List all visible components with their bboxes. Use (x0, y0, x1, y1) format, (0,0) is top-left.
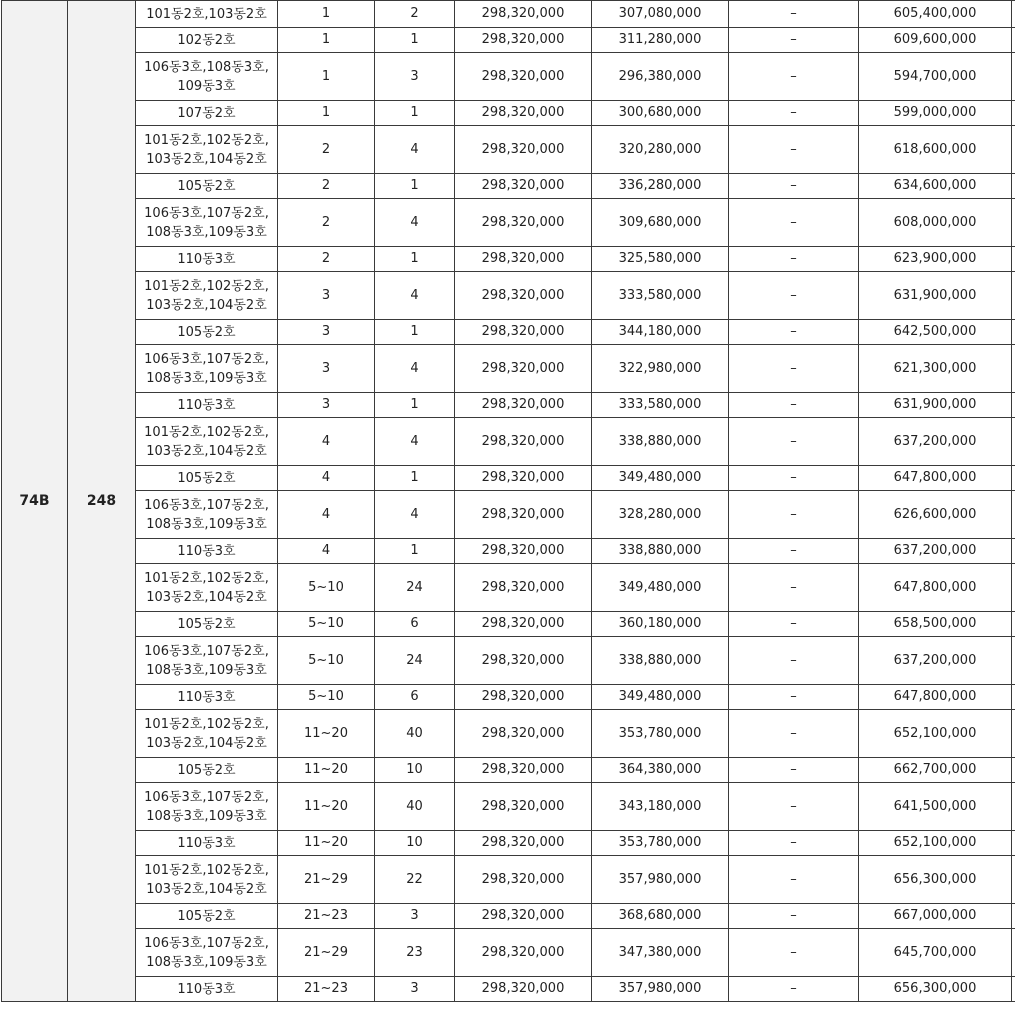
land-price-cell: 298,320,000 (455, 783, 592, 831)
ho-cell: 110동3호 (136, 247, 278, 272)
floor-cell: 1 (278, 28, 375, 53)
ho-cell: 110동3호 (136, 539, 278, 564)
total-price-cell: 647,800,000 (859, 564, 1012, 612)
land-price-cell: 298,320,000 (455, 758, 592, 783)
building-price-cell: 338,880,000 (592, 637, 729, 685)
ho-cell: 105동2호 (136, 320, 278, 345)
vat-cell: – (729, 320, 859, 345)
ho-cell: 110동3호 (136, 831, 278, 856)
table-row (2, 320, 1015, 345)
vat-cell: – (729, 783, 859, 831)
table-row (2, 929, 1015, 977)
ho-cell: 106동3호,107동2호, 108동3호,109동3호 (136, 491, 278, 539)
land-price-cell: 298,320,000 (455, 539, 592, 564)
units-cell: 6 (375, 612, 455, 637)
land-price-cell: 298,320,000 (455, 564, 592, 612)
table-row (2, 539, 1015, 564)
floor-cell: 1 (278, 101, 375, 126)
building-price-cell: 328,280,000 (592, 491, 729, 539)
land-price-cell: 298,320,000 (455, 929, 592, 977)
land-price-cell: 298,320,000 (455, 320, 592, 345)
units-cell: 6 (375, 685, 455, 710)
units-cell: 1 (375, 539, 455, 564)
vat-cell: – (729, 1, 859, 28)
table-row (2, 393, 1015, 418)
vat-cell: – (729, 174, 859, 199)
land-price-cell: 298,320,000 (455, 418, 592, 466)
table-row (2, 53, 1015, 101)
total-price-cell: 647,800,000 (859, 466, 1012, 491)
building-price-cell: 344,180,000 (592, 320, 729, 345)
building-price-cell: 347,380,000 (592, 929, 729, 977)
table-row (2, 174, 1015, 199)
edge-cell (1012, 977, 1015, 1002)
units-cell: 4 (375, 491, 455, 539)
total-price-cell: 631,900,000 (859, 272, 1012, 320)
floor-cell: 4 (278, 539, 375, 564)
ho-cell: 106동3호,108동3호, 109동3호 (136, 53, 278, 101)
floor-cell: 5~10 (278, 564, 375, 612)
building-price-cell: 300,680,000 (592, 101, 729, 126)
edge-cell (1012, 612, 1015, 637)
land-price-cell: 298,320,000 (455, 856, 592, 904)
ho-cell: 105동2호 (136, 758, 278, 783)
table-row (2, 564, 1015, 612)
floor-cell: 21~23 (278, 904, 375, 929)
vat-cell: – (729, 977, 859, 1002)
edge-cell (1012, 345, 1015, 393)
land-price-cell: 298,320,000 (455, 272, 592, 320)
edge-cell (1012, 856, 1015, 904)
edge-cell (1012, 539, 1015, 564)
edge-cell (1012, 904, 1015, 929)
building-price-cell: 368,680,000 (592, 904, 729, 929)
ho-cell: 105동2호 (136, 612, 278, 637)
building-price-cell: 307,080,000 (592, 1, 729, 28)
table-row (2, 831, 1015, 856)
floor-cell: 11~20 (278, 783, 375, 831)
units-cell: 1 (375, 28, 455, 53)
floor-cell: 5~10 (278, 612, 375, 637)
building-price-cell: 360,180,000 (592, 612, 729, 637)
housing-type-cell: 74B (2, 1, 68, 1002)
table-row (2, 466, 1015, 491)
building-price-cell: 296,380,000 (592, 53, 729, 101)
vat-cell: – (729, 418, 859, 466)
floor-cell: 4 (278, 491, 375, 539)
edge-cell (1012, 929, 1015, 977)
vat-cell: – (729, 856, 859, 904)
table-row (2, 418, 1015, 466)
ho-cell: 106동3호,107동2호, 108동3호,109동3호 (136, 199, 278, 247)
units-cell: 1 (375, 101, 455, 126)
building-price-cell: 353,780,000 (592, 831, 729, 856)
units-cell: 3 (375, 904, 455, 929)
floor-cell: 3 (278, 345, 375, 393)
unit-count-cell: 248 (68, 1, 136, 1002)
units-cell: 4 (375, 126, 455, 174)
floor-cell: 11~20 (278, 758, 375, 783)
ho-cell: 102동2호 (136, 28, 278, 53)
edge-cell (1012, 320, 1015, 345)
floor-cell: 5~10 (278, 685, 375, 710)
building-price-cell: 349,480,000 (592, 685, 729, 710)
vat-cell: – (729, 101, 859, 126)
units-cell: 1 (375, 466, 455, 491)
vat-cell: – (729, 539, 859, 564)
total-price-cell: 609,600,000 (859, 28, 1012, 53)
floor-cell: 2 (278, 247, 375, 272)
vat-cell: – (729, 904, 859, 929)
edge-cell (1012, 783, 1015, 831)
building-price-cell: 311,280,000 (592, 28, 729, 53)
total-price-cell: 618,600,000 (859, 126, 1012, 174)
ho-cell: 101동2호,102동2호, 103동2호,104동2호 (136, 564, 278, 612)
land-price-cell: 298,320,000 (455, 28, 592, 53)
building-price-cell: 338,880,000 (592, 539, 729, 564)
total-price-cell: 642,500,000 (859, 320, 1012, 345)
floor-cell: 3 (278, 393, 375, 418)
units-cell: 23 (375, 929, 455, 977)
edge-cell (1012, 247, 1015, 272)
building-price-cell: 333,580,000 (592, 393, 729, 418)
ho-cell: 101동2호,102동2호, 103동2호,104동2호 (136, 418, 278, 466)
floor-cell: 4 (278, 418, 375, 466)
units-cell: 1 (375, 320, 455, 345)
edge-cell (1012, 466, 1015, 491)
units-cell: 24 (375, 637, 455, 685)
table-row (2, 345, 1015, 393)
building-price-cell: 353,780,000 (592, 710, 729, 758)
total-price-cell: 599,000,000 (859, 101, 1012, 126)
floor-cell: 3 (278, 272, 375, 320)
table-row (2, 612, 1015, 637)
land-price-cell: 298,320,000 (455, 904, 592, 929)
land-price-cell: 298,320,000 (455, 977, 592, 1002)
units-cell: 1 (375, 247, 455, 272)
units-cell: 40 (375, 710, 455, 758)
vat-cell: – (729, 637, 859, 685)
building-price-cell: 322,980,000 (592, 345, 729, 393)
units-cell: 4 (375, 272, 455, 320)
total-price-cell: 631,900,000 (859, 393, 1012, 418)
floor-cell: 21~29 (278, 929, 375, 977)
building-price-cell: 364,380,000 (592, 758, 729, 783)
table-row (2, 637, 1015, 685)
edge-cell (1012, 685, 1015, 710)
land-price-cell: 298,320,000 (455, 1, 592, 28)
land-price-cell: 298,320,000 (455, 466, 592, 491)
total-price-cell: 662,700,000 (859, 758, 1012, 783)
building-price-cell: 338,880,000 (592, 418, 729, 466)
total-price-cell: 637,200,000 (859, 637, 1012, 685)
vat-cell: – (729, 685, 859, 710)
floor-cell: 11~20 (278, 831, 375, 856)
floor-cell: 2 (278, 126, 375, 174)
table-row (2, 904, 1015, 929)
table-body (2, 1, 1015, 1002)
land-price-cell: 298,320,000 (455, 393, 592, 418)
table-row (2, 685, 1015, 710)
ho-cell: 110동3호 (136, 977, 278, 1002)
vat-cell: – (729, 758, 859, 783)
vat-cell: – (729, 612, 859, 637)
ho-cell: 101동2호,102동2호, 103동2호,104동2호 (136, 126, 278, 174)
table-row (2, 272, 1015, 320)
table-row (2, 783, 1015, 831)
vat-cell: – (729, 466, 859, 491)
edge-cell (1012, 564, 1015, 612)
units-cell: 1 (375, 393, 455, 418)
building-price-cell: 357,980,000 (592, 977, 729, 1002)
land-price-cell: 298,320,000 (455, 491, 592, 539)
units-cell: 3 (375, 53, 455, 101)
vat-cell: – (729, 53, 859, 101)
vat-cell: – (729, 126, 859, 174)
floor-cell: 2 (278, 199, 375, 247)
total-price-cell: 647,800,000 (859, 685, 1012, 710)
total-price-cell: 645,700,000 (859, 929, 1012, 977)
ho-cell: 105동2호 (136, 466, 278, 491)
total-price-cell: 658,500,000 (859, 612, 1012, 637)
floor-cell: 2 (278, 174, 375, 199)
units-cell: 24 (375, 564, 455, 612)
units-cell: 4 (375, 418, 455, 466)
vat-cell: – (729, 247, 859, 272)
land-price-cell: 298,320,000 (455, 612, 592, 637)
vat-cell: – (729, 564, 859, 612)
building-price-cell: 333,580,000 (592, 272, 729, 320)
total-price-cell: 621,300,000 (859, 345, 1012, 393)
ho-cell: 105동2호 (136, 904, 278, 929)
building-price-cell: 349,480,000 (592, 564, 729, 612)
vat-cell: – (729, 345, 859, 393)
table-row (2, 199, 1015, 247)
total-price-cell: 594,700,000 (859, 53, 1012, 101)
edge-cell (1012, 1, 1015, 28)
land-price-cell: 298,320,000 (455, 101, 592, 126)
units-cell: 40 (375, 783, 455, 831)
units-cell: 22 (375, 856, 455, 904)
vat-cell: – (729, 393, 859, 418)
floor-cell: 21~29 (278, 856, 375, 904)
edge-cell (1012, 758, 1015, 783)
ho-cell: 106동3호,107동2호, 108동3호,109동3호 (136, 345, 278, 393)
land-price-cell: 298,320,000 (455, 831, 592, 856)
building-price-cell: 336,280,000 (592, 174, 729, 199)
table-row (2, 856, 1015, 904)
edge-cell (1012, 710, 1015, 758)
vat-cell: – (729, 28, 859, 53)
total-price-cell: 652,100,000 (859, 710, 1012, 758)
units-cell: 4 (375, 199, 455, 247)
ho-cell: 105동2호 (136, 174, 278, 199)
land-price-cell: 298,320,000 (455, 53, 592, 101)
total-price-cell: 656,300,000 (859, 856, 1012, 904)
total-price-cell: 652,100,000 (859, 831, 1012, 856)
land-price-cell: 298,320,000 (455, 345, 592, 393)
vat-cell: – (729, 272, 859, 320)
building-price-cell: 349,480,000 (592, 466, 729, 491)
edge-cell (1012, 126, 1015, 174)
land-price-cell: 298,320,000 (455, 174, 592, 199)
edge-cell (1012, 101, 1015, 126)
units-cell: 10 (375, 758, 455, 783)
ho-cell: 106동3호,107동2호, 108동3호,109동3호 (136, 637, 278, 685)
vat-cell: – (729, 710, 859, 758)
floor-cell: 3 (278, 320, 375, 345)
edge-cell (1012, 831, 1015, 856)
vat-cell: – (729, 929, 859, 977)
edge-cell (1012, 491, 1015, 539)
table-row (2, 101, 1015, 126)
table-row (2, 758, 1015, 783)
edge-cell (1012, 174, 1015, 199)
floor-cell: 1 (278, 53, 375, 101)
land-price-cell: 298,320,000 (455, 247, 592, 272)
price-table (1, 0, 1015, 1002)
ho-cell: 107동2호 (136, 101, 278, 126)
floor-cell: 21~23 (278, 977, 375, 1002)
total-price-cell: 605,400,000 (859, 1, 1012, 28)
edge-cell (1012, 418, 1015, 466)
land-price-cell: 298,320,000 (455, 710, 592, 758)
total-price-cell: 656,300,000 (859, 977, 1012, 1002)
building-price-cell: 309,680,000 (592, 199, 729, 247)
total-price-cell: 626,600,000 (859, 491, 1012, 539)
total-price-cell: 637,200,000 (859, 418, 1012, 466)
edge-cell (1012, 637, 1015, 685)
total-price-cell: 637,200,000 (859, 539, 1012, 564)
vat-cell: – (729, 199, 859, 247)
total-price-cell: 623,900,000 (859, 247, 1012, 272)
ho-cell: 101동2호,102동2호, 103동2호,104동2호 (136, 272, 278, 320)
floor-cell: 4 (278, 466, 375, 491)
land-price-cell: 298,320,000 (455, 685, 592, 710)
building-price-cell: 357,980,000 (592, 856, 729, 904)
total-price-cell: 641,500,000 (859, 783, 1012, 831)
ho-cell: 110동3호 (136, 685, 278, 710)
land-price-cell: 298,320,000 (455, 126, 592, 174)
ho-cell: 106동3호,107동2호, 108동3호,109동3호 (136, 929, 278, 977)
units-cell: 1 (375, 174, 455, 199)
total-price-cell: 634,600,000 (859, 174, 1012, 199)
building-price-cell: 325,580,000 (592, 247, 729, 272)
floor-cell: 1 (278, 1, 375, 28)
edge-cell (1012, 53, 1015, 101)
ho-cell: 106동3호,107동2호, 108동3호,109동3호 (136, 783, 278, 831)
edge-cell (1012, 28, 1015, 53)
vat-cell: – (729, 491, 859, 539)
units-cell: 10 (375, 831, 455, 856)
edge-cell (1012, 272, 1015, 320)
vat-cell: – (729, 831, 859, 856)
units-cell: 2 (375, 1, 455, 28)
edge-cell (1012, 199, 1015, 247)
edge-cell (1012, 393, 1015, 418)
floor-cell: 5~10 (278, 637, 375, 685)
table-row (2, 28, 1015, 53)
floor-cell: 11~20 (278, 710, 375, 758)
table-row (2, 710, 1015, 758)
table-row (2, 247, 1015, 272)
building-price-cell: 343,180,000 (592, 783, 729, 831)
table-row (2, 126, 1015, 174)
ho-cell: 101동2호,102동2호, 103동2호,104동2호 (136, 710, 278, 758)
table-row (2, 1, 1015, 28)
ho-cell: 101동2호,102동2호, 103동2호,104동2호 (136, 856, 278, 904)
total-price-cell: 667,000,000 (859, 904, 1012, 929)
table-row (2, 977, 1015, 1002)
ho-cell: 101동2호,103동2호 (136, 1, 278, 28)
land-price-cell: 298,320,000 (455, 637, 592, 685)
ho-cell: 110동3호 (136, 393, 278, 418)
building-price-cell: 320,280,000 (592, 126, 729, 174)
table-row (2, 491, 1015, 539)
units-cell: 3 (375, 977, 455, 1002)
total-price-cell: 608,000,000 (859, 199, 1012, 247)
land-price-cell: 298,320,000 (455, 199, 592, 247)
units-cell: 4 (375, 345, 455, 393)
